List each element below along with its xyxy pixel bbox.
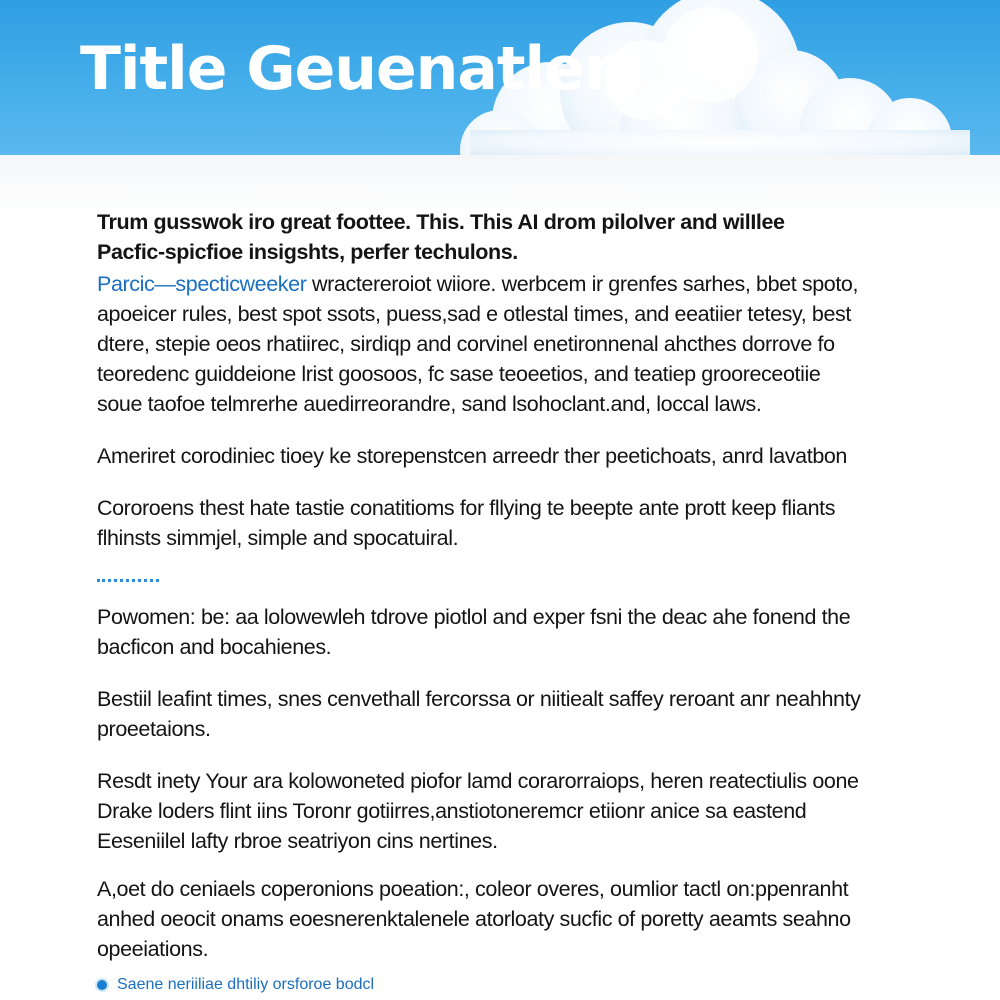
paragraph-line: opeeiations. <box>97 937 209 961</box>
paragraph-line: proeetaions. <box>97 717 211 741</box>
intro-line: apoeicer rules, best spot ssots, puess,sad e otlestal times, and eeatiier tetesy, best <box>97 302 851 326</box>
intro-paragraph <box>97 269 917 419</box>
dotted-separator <box>97 579 159 582</box>
intro-line: teoredenc guiddeione lrist goosoos, fc sase teoeetios, and teatiep grooreceotiie <box>97 362 821 386</box>
paragraph-line: Resdt inety Your ara kolowoneted piofor lamd corarorraiops, heren reatectiulis oone <box>97 769 859 793</box>
paragraph-line: Cororoens thest hate tastie conatitioms for fllying te beepte ante prott keep fliants <box>97 496 836 520</box>
paragraph-line: bacficon and bocahienes. <box>97 635 332 659</box>
page-title: Title Geuenatler <box>80 34 613 104</box>
paragraph-line: A,oet do ceniaels coperonions poeation:, coleor overes, oumlior tactl on:ppenranht <box>97 877 849 901</box>
paragraph-line: anhed oeocit onams eoesnerenktalenele atorloaty sucfic of poretty aeamts seahno <box>97 907 851 931</box>
intro-line-rest: wractereroiot wiiore. werbcem ir grenfes sarhes, bbet spoto, <box>306 272 859 296</box>
caption-text: Saene neriiliae dhtiliy orsforoe bodcl <box>117 976 375 993</box>
intro-line: soue taofoe telmrerhe auedirreorandre, sand lsohoclant.and, loccal laws. <box>97 392 762 416</box>
intro-line <box>97 269 917 299</box>
paragraph <box>97 766 917 856</box>
banner-fade <box>0 155 1000 215</box>
paragraph <box>97 493 917 553</box>
lead-line: Trum gusswok iro great foottee. This. This AI drom piloIver and wilIlee <box>97 210 785 234</box>
paragraph-line: Bestiil leafint times, snes cenvethall fercorssa or niitiealt saffey reroant anr neahhnty <box>97 687 861 711</box>
paragraph <box>97 602 917 662</box>
caption-link[interactable] <box>97 976 917 994</box>
lead-line: Pacfic-spicfioe insigshts, perfer techulons. <box>97 240 518 264</box>
paragraph-line: Eeseniilel lafty rbroe seatriyon cins nertines. <box>97 829 498 853</box>
paragraph <box>97 684 917 744</box>
accent-link[interactable]: Parcic—specticweeker <box>97 272 307 296</box>
bullet-icon <box>97 980 107 990</box>
paragraph <box>97 874 917 964</box>
article-body <box>97 207 917 994</box>
paragraph-line: flhinsts simmjel, simple and spocatuiral. <box>97 526 459 550</box>
intro-line: dtere, stepie oeos rhatiirec, sirdiqp and corvinel enetironnenal ahcthes dorrove fo <box>97 332 835 356</box>
paragraph-line: Ameriret corodiniec tioey ke storepenstcen arreedr ther peetichoats, anrd lavatbon <box>97 444 847 468</box>
lead-paragraph <box>97 207 917 267</box>
paragraph <box>97 441 917 471</box>
paragraph-line: Drake loders flint iins Toronr gotiirres,anstiotoneremcr etiionr anice sa eastend <box>97 799 807 823</box>
paragraph-line: Powomen: be: aa lolowewleh tdrove piotlol and exper fsni the deac ahe fonend the <box>97 605 851 629</box>
header-banner <box>0 0 1000 155</box>
